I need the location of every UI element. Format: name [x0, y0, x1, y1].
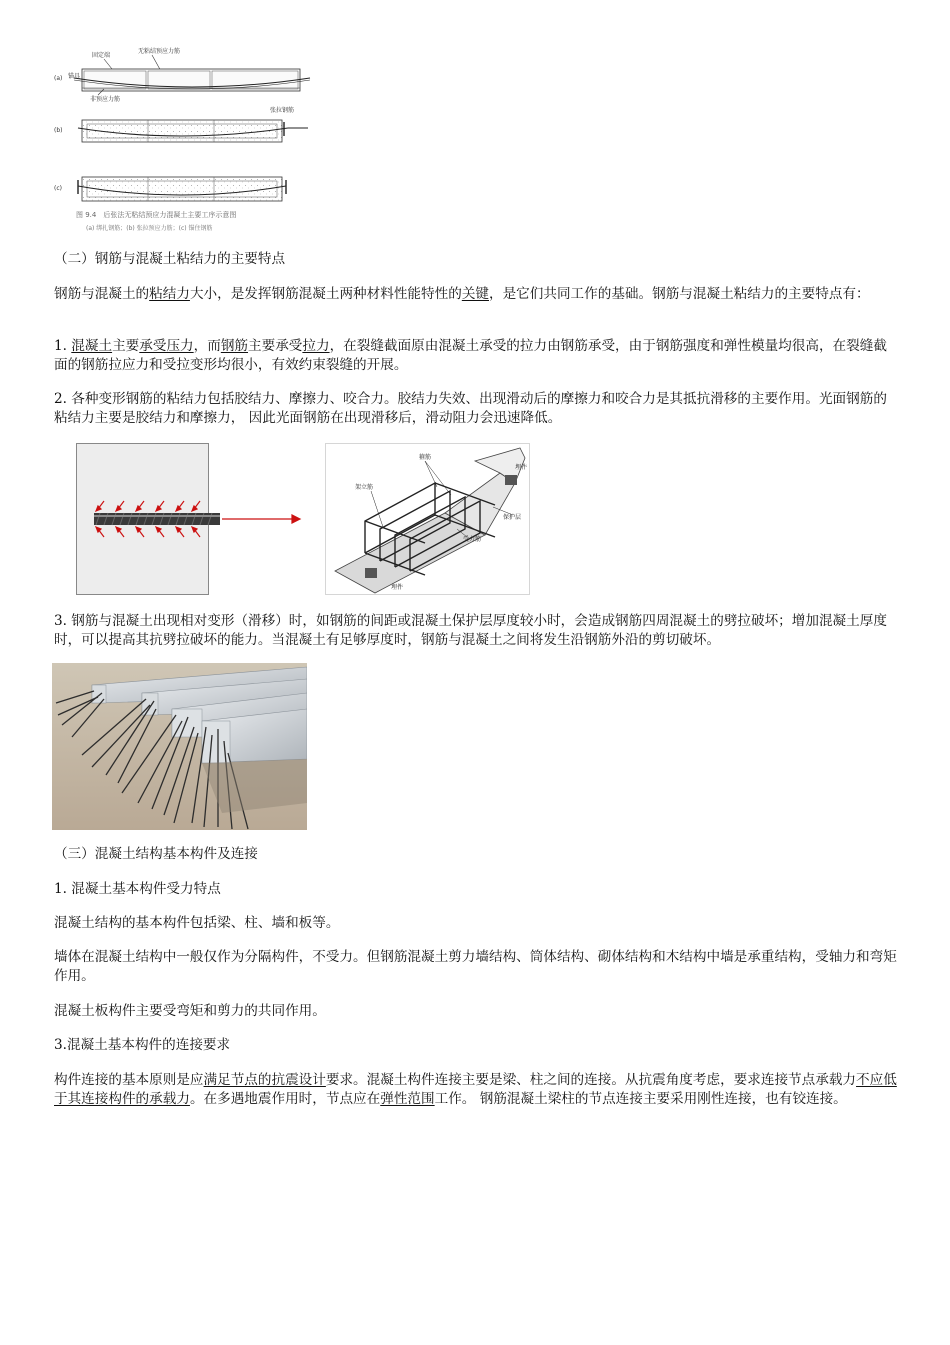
subsection-3-title: 3.混凝土基本构件的连接要求 — [54, 1037, 231, 1053]
section-3-title: （三）混凝土结构基本构件及连接 — [54, 846, 258, 862]
text: ，在裂缝截面原由混凝土承受的拉力由钢筋承受，由于钢筋强度和弹性模量均很高，在裂缝截面的钢筋拉应力和受拉变形均很小，有效约束裂缝的开展。 — [54, 338, 887, 373]
text: 钢筋与混凝土的 — [54, 286, 150, 302]
label-a: (a) — [54, 75, 63, 82]
text: 1. — [54, 338, 72, 354]
label-main-bar: 受力筋 — [463, 536, 482, 543]
text: 大小，是发挥钢筋混凝土两种材料性能特性的 — [189, 286, 462, 302]
item-2-paragraph: 2. 各种变形钢筋的粘结力包括胶结力、摩擦力、咬合力。胶结力失效、出现滑动后的摩擦力和咬合力是其抵抗滑移的主要作用。光面钢筋的粘结力主要是胶结力和摩擦力， 因此光面钢筋在出现滑移后，滑动阻力会迅速降低。 — [54, 391, 887, 426]
label-non-prestressed: 非预应力筋 — [90, 96, 121, 103]
underlined-term: 拉力 — [302, 338, 330, 354]
label-erect-bar: 架立筋 — [355, 484, 374, 491]
label-anchor: 锚具 — [68, 73, 81, 80]
label-cover: 保护层 — [503, 514, 522, 521]
precast-beams-photo — [52, 663, 307, 830]
bond-intro-paragraph — [54, 285, 899, 304]
post-tensioning-diagram — [52, 40, 322, 238]
label-c: (c) — [54, 185, 62, 192]
label-tension-steel: 张拉钢筋 — [270, 107, 295, 114]
subsection-1-title: 1. 混凝土基本构件受力特点 — [54, 881, 221, 897]
text: 工作。 钢筋混凝土梁柱的节点连接主要采用刚性连接，也有铰连接。 — [434, 1091, 847, 1107]
label-stirrup: 箍筋 — [419, 454, 432, 461]
slab-paragraph: 混凝土板构件主要受弯矩和剪力的共同作用。 — [54, 1003, 326, 1019]
reinforcement-cage-figure — [325, 443, 530, 595]
text: 。在多遇地震作用时，节点应在 — [189, 1091, 381, 1107]
section-2-title: （二）钢筋与混凝土粘结力的主要特点 — [54, 251, 286, 267]
figure-subcaption: (a) 绑扎钢筋；(b) 张拉预应力筋；(c) 锚住钢筋 — [86, 225, 213, 232]
item-3-paragraph: 3. 钢筋与混凝土出现相对变形（滑移）时，如钢筋的间距或混凝土保护层厚度较小时，会造成钢筋四周混凝土的劈拉破坏；增加混凝土厚度时，可以提高其抗劈拉破坏的能力。当混凝土有足够厚度时，钢筋与混凝土之间将发生沿钢筋外沿的剪切破坏。 — [54, 613, 887, 648]
text: 主要承受 — [248, 338, 303, 354]
text: ，是它们共同工作的基础。钢筋与混凝土粘结力的主要特点有： — [489, 286, 870, 302]
connection-paragraph — [54, 1071, 899, 1109]
label-fixed-end: 固定端 — [92, 52, 111, 59]
text: 主要 — [112, 338, 140, 354]
wall-paragraph: 墙体在混凝土结构中一般仅作为分隔构件，不受力。但钢筋混凝土剪力墙结构、筒体结构、砌体结构和木结构中墙是承重结构，受轴力和弯矩作用。 — [54, 949, 897, 984]
underlined-term: 不应低于其连接构件的承载力 — [54, 1072, 897, 1107]
label-b: (b) — [54, 127, 63, 134]
underlined-term: 满足节点的抗震设计 — [203, 1072, 326, 1088]
label-embedded-top: 埋件 — [515, 464, 528, 471]
text: 构件连接的基本原则是应 — [54, 1072, 204, 1088]
rebar-pullout-figure — [76, 443, 209, 595]
figure-caption: 图 9.4 后张法无粘结预应力混凝土主要工序示意图 — [76, 211, 237, 219]
underlined-term: 粘结力 — [149, 286, 190, 302]
underlined-term: 混凝土 — [71, 338, 113, 354]
underlined-term: 弹性范围 — [380, 1091, 435, 1107]
text: 要求。混凝土构件连接主要是梁、柱之间的连接。从抗震角度考虑，要求连接节点承载力 — [325, 1072, 857, 1088]
underlined-term: 钢筋 — [220, 338, 249, 354]
underlined-term: 承受压力 — [139, 338, 194, 354]
text: ，而 — [193, 338, 221, 354]
underlined-term: 关键 — [461, 286, 489, 302]
label-embedded-bottom: 埋件 — [391, 584, 404, 591]
label-unbonded-tendon: 无粘结预应力筋 — [138, 48, 181, 55]
item-1-paragraph — [54, 337, 899, 375]
members-paragraph: 混凝土结构的基本构件包括梁、柱、墙和板等。 — [54, 915, 340, 931]
